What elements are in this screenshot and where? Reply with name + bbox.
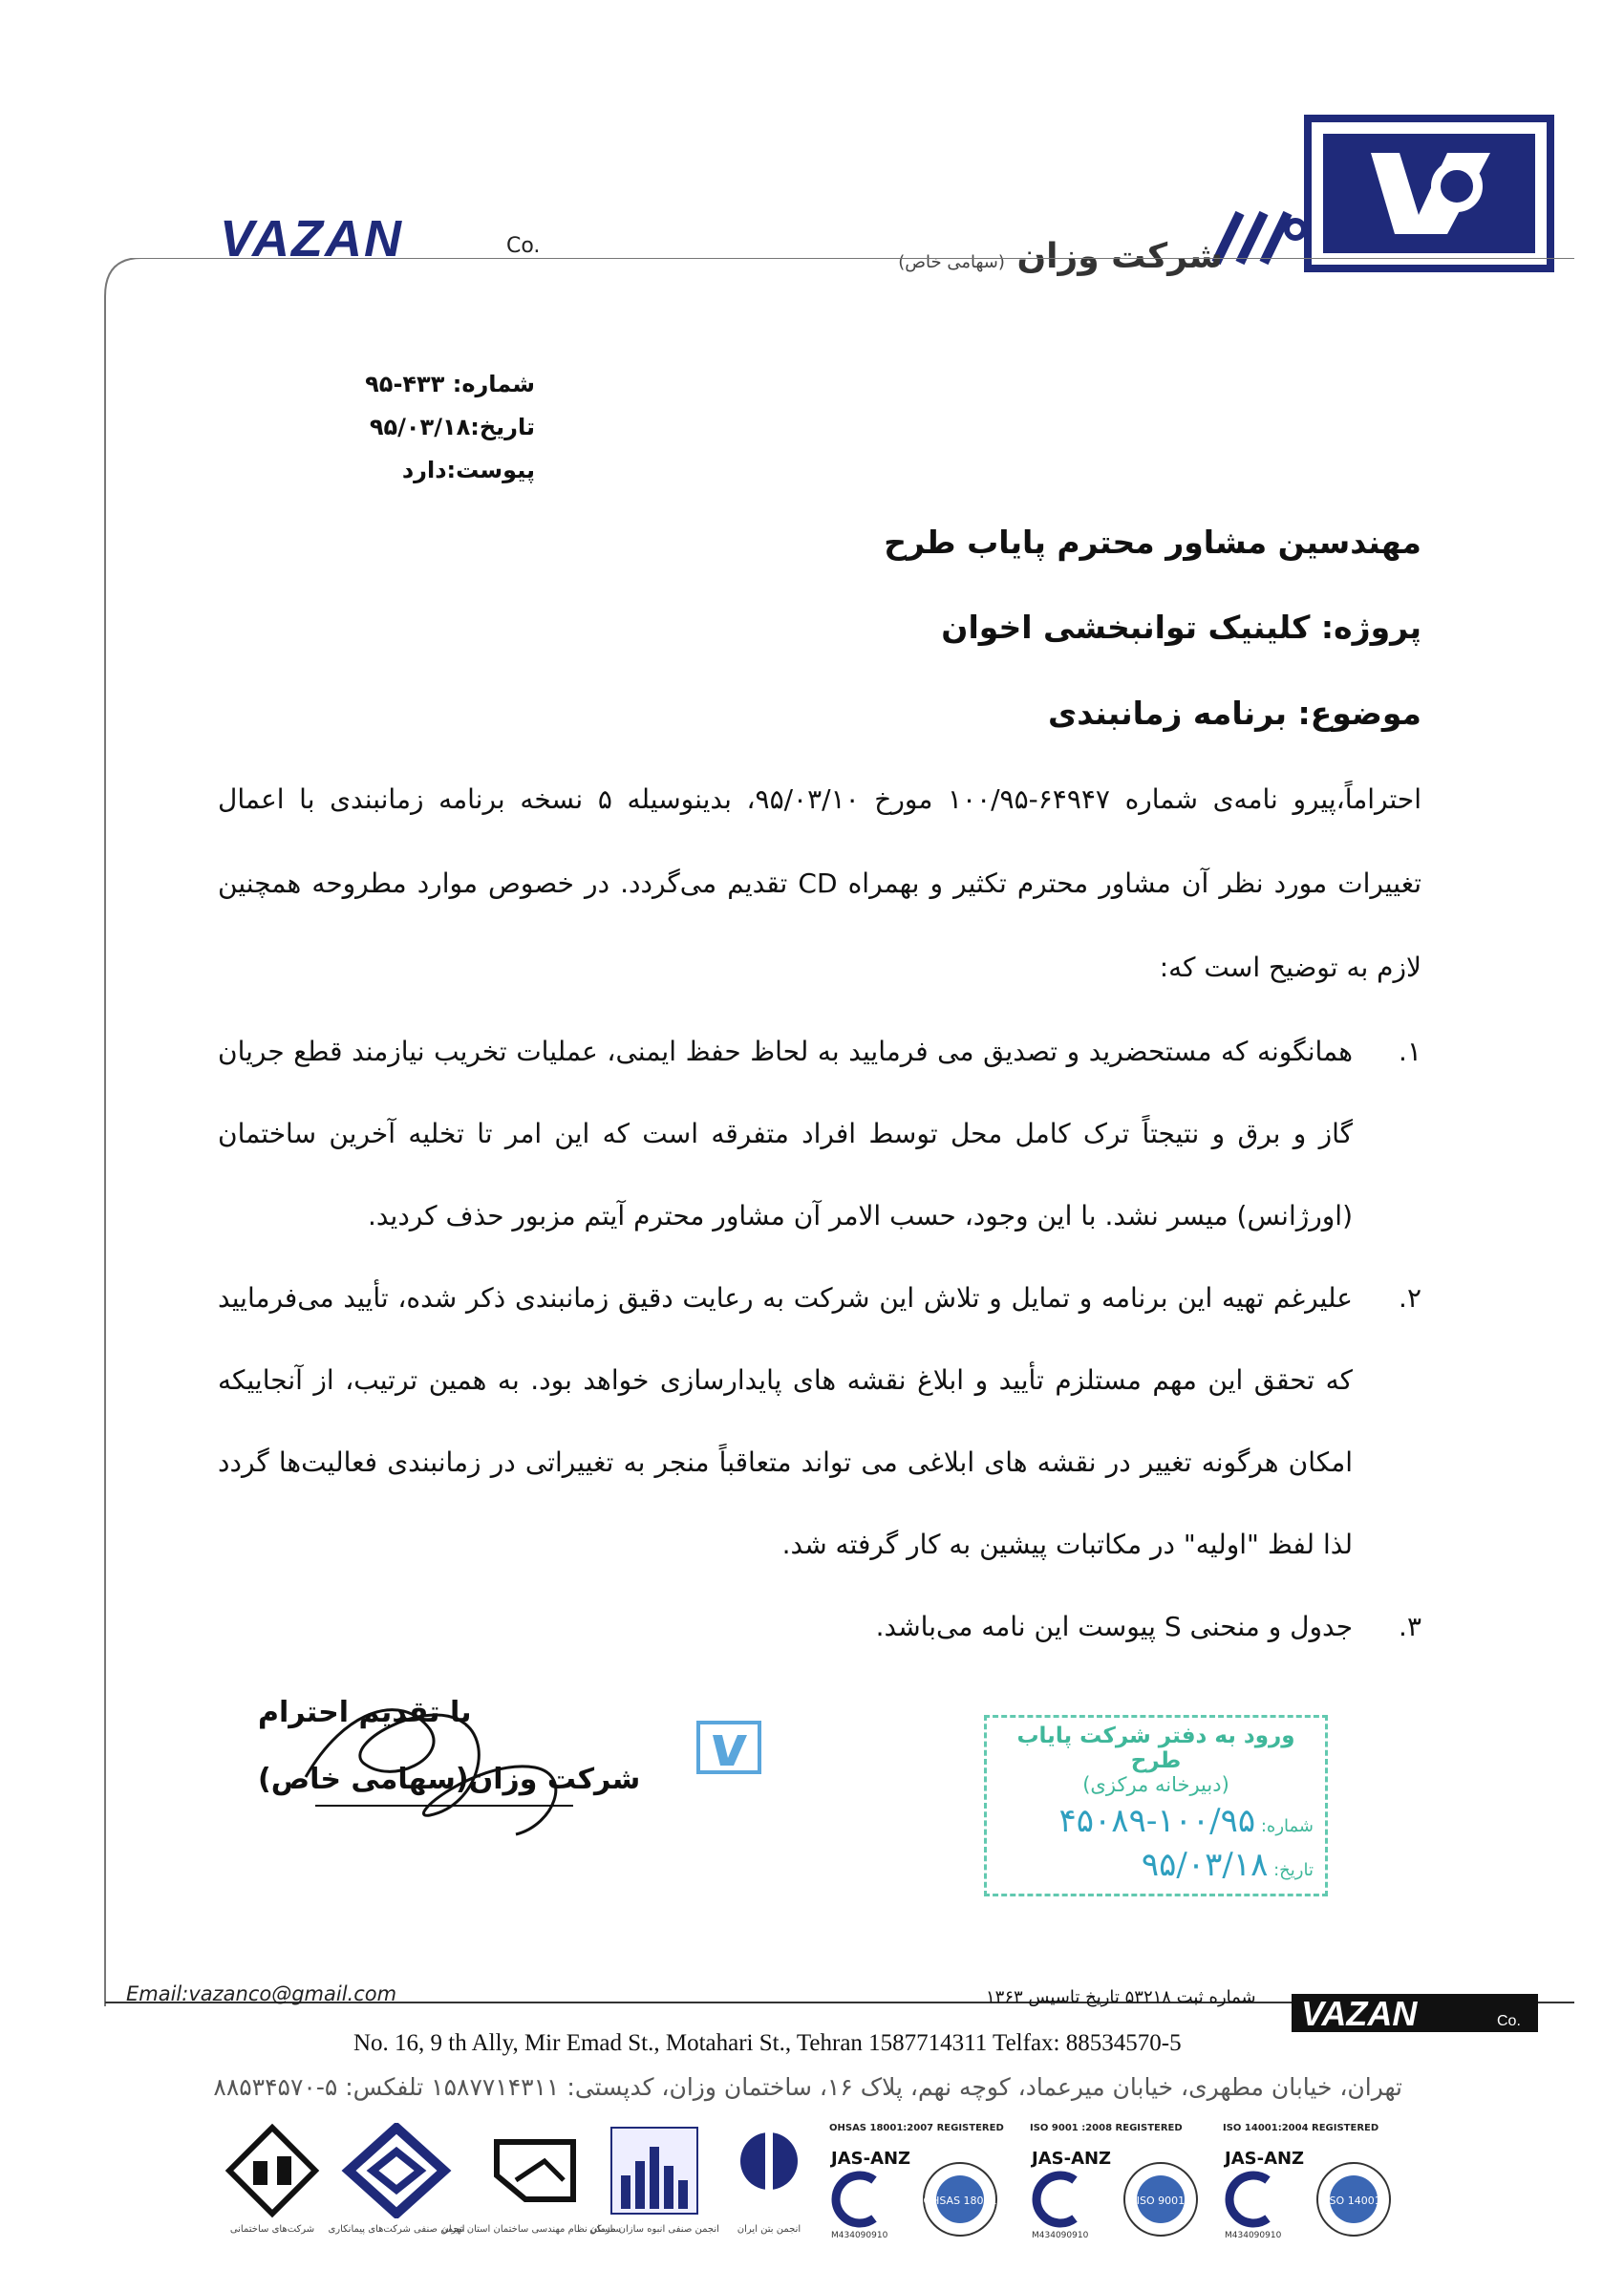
svg-text:ISO 14001: ISO 14001 <box>1326 2195 1381 2207</box>
list-item <box>218 1586 1421 1668</box>
letter-items <box>218 1011 1421 1668</box>
svg-text:M434090910: M434090910 <box>831 2231 888 2240</box>
item-text: علیرغم تهیه این برنامه و تمایل و تلاش این شرکت به رعایت دقیق زمانبندی ذکر شده، تأیید می‌فرمایید که تحقق این مهم مستلزم تأیید و ابلاغ نقشه های پایدارسازی خواهد بود. به همین ترتیب، از آنجاییکه امکان هرگونه تغییر در نقشه های ابلاغی می تواند متعاقباً منجر به تغییراتی در زمانبندی فعالیت‌ها گردد لذا لفظ "اولیه" در مکاتبات پیشین به کار گرفته شد. <box>218 1282 1353 1560</box>
item-number: ۳. <box>1399 1611 1421 1642</box>
svg-text:OHSAS 18001: OHSAS 18001 <box>923 2195 997 2207</box>
vazan-co-suffix: Co. <box>506 234 541 258</box>
svg-text:JAS-ANZ: JAS-ANZ <box>1032 2149 1112 2169</box>
list-item <box>218 1257 1421 1586</box>
item-number: ۲. <box>1399 1282 1421 1314</box>
item-text: جدول و منحنی S پیوست این نامه می‌باشد. <box>875 1611 1353 1642</box>
reference-block <box>287 363 535 492</box>
mass-builders-association-logo <box>607 2123 702 2218</box>
engineering-organization-logo <box>487 2123 583 2218</box>
svg-text:JAS-ANZ: JAS-ANZ <box>831 2149 911 2169</box>
association-caption: انجمن صنفی انبوه سازان مسکن <box>589 2224 719 2235</box>
company-type: (سهامی خاص) <box>898 252 1005 272</box>
vazan-wordmark <box>220 210 506 263</box>
stamp-date-label: تاریخ: <box>1273 1860 1314 1880</box>
association-caption: انجمن صنفی شرکت‌های پیمانکاری <box>328 2224 465 2235</box>
svg-text:ISO 9001: ISO 9001 <box>1136 2195 1186 2207</box>
registration-info: شماره ثبت ۵۳۲۱۸ تاریخ تاسیس ۱۳۶۳ <box>986 1987 1256 2007</box>
address-english: No. 16, 9 th Ally, Mir Emad St., Motahari St., Tehran 1587714311 Telfax: 88534570-5 <box>353 2030 1182 2056</box>
cert-registered-ohsas: OHSAS 18001:2007 REGISTERED <box>829 2123 1004 2133</box>
association-caption: سازمان نظام مهندسی ساختمان استان تهران <box>441 2224 621 2235</box>
stamp-number-value: ۱۰۰/۹۵-۴۵۰۸۹ <box>1058 1802 1256 1840</box>
stamp-subtitle: (دبیرخانه مرکزی) <box>1082 1773 1229 1796</box>
subject-line: موضوع: برنامه زمانبندی <box>1047 695 1421 732</box>
cert-registered-iso14001: ISO 14001:2004 REGISTERED <box>1223 2123 1379 2133</box>
association-caption: انجمن بتن ایران <box>737 2224 801 2235</box>
letter-attachment: پیوست:دارد <box>401 457 535 483</box>
svg-text:VAZAN: VAZAN <box>1301 1994 1418 2032</box>
stamp-date-value: ۹۵/۰۳/۱۸ <box>1141 1846 1269 1884</box>
signer-name: شرکت وزان(سهامی خاص) <box>258 1763 641 1796</box>
recipient: مهندسین مشاور محترم پایاب طرح <box>884 524 1421 561</box>
item-text: همانگونه که مستحضرید و تصدیق می فرمایید به لحاظ حفظ ایمنی، عملیات تخریب نیازمند قطع جریان گاز و برق و نتیجتاً ترک کامل محل توسط افراد متفرقه است که این امر تا تخلیه آخرین ساختمان (اورژانس) میسر نشد. با این وجود، حسب الامر آن مشاور محترم آیتم مزبور حذف کردید. <box>218 1036 1353 1231</box>
stamp-date-row <box>998 1846 1314 1884</box>
construction-companies-logo <box>224 2123 320 2218</box>
association-caption: شرکت‌های ساختمانی <box>229 2224 315 2235</box>
stamp-title: ورود به دفتر شرکت پایاب طرح <box>1016 1724 1295 1773</box>
iso14001-certificate-badge <box>1220 2123 1397 2247</box>
contractors-association-logo <box>339 2123 454 2218</box>
footer-email[interactable]: Email:vazanco@gmail.com <box>126 1982 397 2005</box>
stamp-number-label: شماره: <box>1260 1816 1314 1836</box>
address-persian: تهران، خیابان مطهری، خیابان میرعماد، کوچه نهم، پلاک ۱۶، ساختمان وزان، کدپستی: ۱۵۸۷۷۱۴۳۱۱ تلفکس: ۵-۸۸۵۳۴۵۷۰ <box>213 2073 1402 2101</box>
letter-number: شماره: ۴۳۳-۹۵ <box>365 371 535 397</box>
svg-text:M434090910: M434090910 <box>1032 2231 1089 2240</box>
svg-text:VAZAN: VAZAN <box>220 210 403 263</box>
intro-paragraph: احتراماً،پیرو نامه‌ی شماره ۶۴۹۴۷-۱۰۰/۹۵ مورخ ۹۵/۰۳/۱۰، بدینوسیله ۵ نسخه برنامه زمانبندی با اعمال تغییرات مورد نظر آن مشاور محترم تکثیر و بهمراه CD تقدیم می‌گردد. در خصوص موارد مطروحه همچنین لازم به توضیح است که: <box>218 783 1421 983</box>
svg-text:JAS-ANZ: JAS-ANZ <box>1225 2149 1305 2169</box>
closing-phrase: با تقدیم احترام <box>258 1696 472 1729</box>
ohsas-certificate-badge <box>826 2123 1003 2247</box>
company-name: شرکت وزان (سهامی خاص) <box>898 237 1223 276</box>
list-item <box>218 1011 1421 1257</box>
cert-registered-iso9001: ISO 9001 :2008 REGISTERED <box>1030 2123 1183 2133</box>
svg-text:M434090910: M434090910 <box>1225 2231 1282 2240</box>
svg-text:Co.: Co. <box>1497 2013 1521 2029</box>
company-logo-emblem <box>1304 115 1554 272</box>
concrete-association-logo <box>731 2123 807 2218</box>
iso9001-certificate-badge <box>1027 2123 1204 2247</box>
handwritten-signature <box>287 1672 592 1844</box>
item-number: ۱. <box>1399 1036 1421 1067</box>
stamp-number-row <box>998 1802 1314 1840</box>
letter-date: تاریخ:۹۵/۰۳/۱۸ <box>369 414 535 440</box>
vazan-footer-badge <box>1292 1994 1538 2032</box>
receipt-stamp <box>984 1715 1328 1896</box>
project-line: پروژه: کلینیک توانبخشی اخوان <box>941 609 1421 646</box>
company-stamp-logo <box>695 1720 762 1775</box>
